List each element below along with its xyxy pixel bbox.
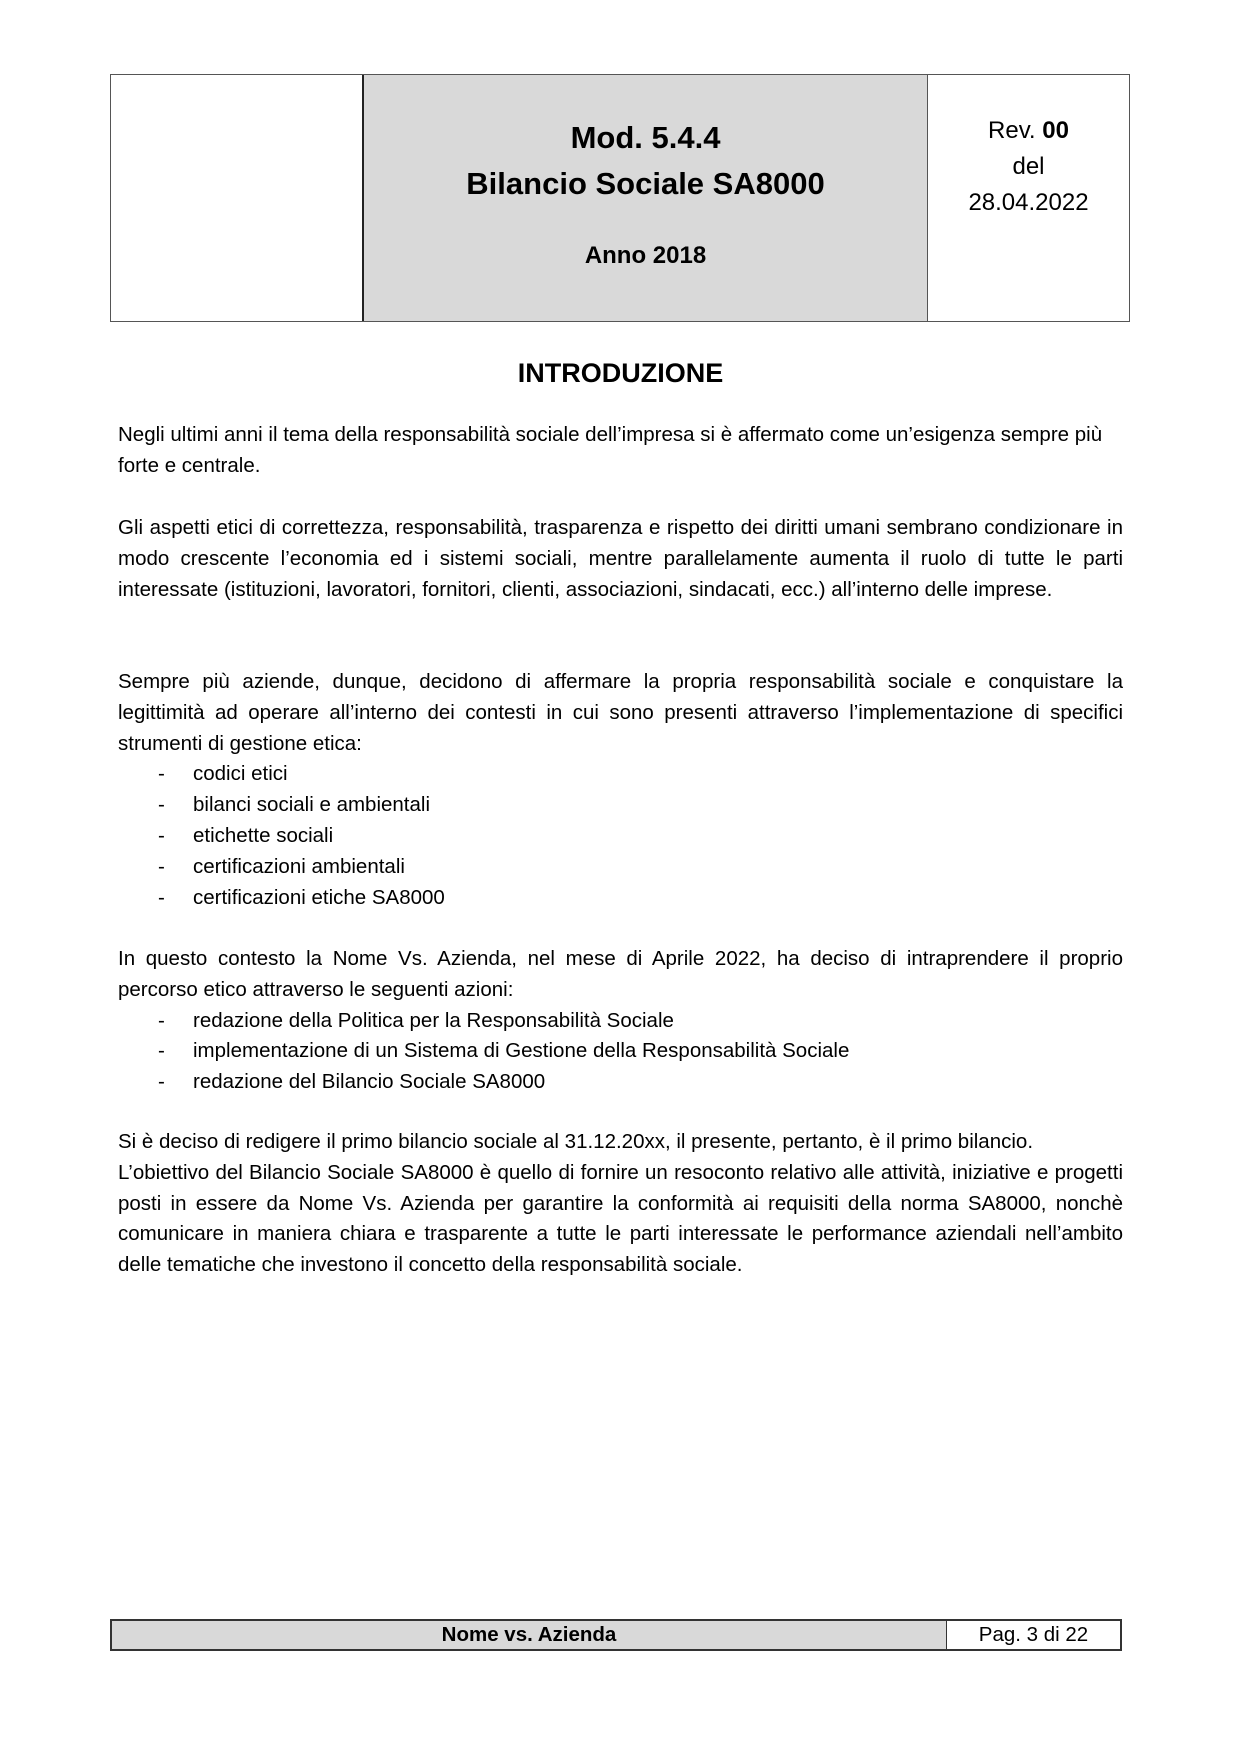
revision-prefix: Rev. [988,117,1043,144]
paragraph-4: In questo contesto la Nome Vs. Azienda, nel mese di Aprile 2022, ha deciso di intraprendere il proprio percorso etico attraverso le seguenti azioni: [118,947,1123,1001]
paragraph-5-block [118,1127,1123,1281]
page-number: Pag. 3 di 22 [947,1621,1120,1649]
list-item [118,759,1123,790]
tools-list [118,759,1123,913]
logo-cell [111,75,364,321]
list-item-text: certificazioni etiche SA8000 [193,885,445,909]
list-item [118,1036,1123,1067]
list-item-text: etichette sociali [193,823,334,847]
revision-line [928,113,1129,149]
dash-bullet-icon: - [158,762,165,786]
list-item [118,852,1123,883]
list-item-text: codici etici [193,762,288,786]
list-item [118,1067,1123,1098]
revision-del: del [1012,153,1045,180]
document-title: Bilancio Sociale SA8000 [466,166,825,201]
section-title: INTRODUZIONE [517,358,724,388]
revision-date: 28.04.2022 [968,189,1089,216]
list-item [118,821,1123,852]
footer-company-name: Nome vs. Azienda [112,1621,947,1649]
document-header [110,74,1130,322]
list-item [118,1006,1123,1037]
year-label: Anno 2018 [584,242,707,269]
dash-bullet-icon: - [158,1008,165,1032]
paragraph-3: Sempre più aziende, dunque, decidono di affermare la propria responsabilità sociale e conquistare la legittimità ad operare all’interno dei contesti in cui sono presenti attraverso l’implementazione di specifici strumenti di gestione etica: [118,670,1123,755]
dash-bullet-icon: - [158,854,165,878]
revision-cell [928,75,1129,321]
dash-bullet-icon: - [158,1070,165,1094]
list-item [118,883,1123,914]
paragraph-5: Si è deciso di redigere il primo bilancio sociale al 31.12.20xx, il presente, pertanto, è il primo bilancio. [118,1130,1034,1153]
list-item-text: bilanci sociali e ambientali [193,793,431,817]
revision-number: 00 [1042,117,1069,144]
paragraph-6: L’obiettivo del Bilancio Sociale SA8000 è quello di fornire un resoconto relativo alle attività, iniziative e progetti posti in essere da Nome Vs. Azienda per garantire la conformità ai requisiti della norma SA8000, nonchè comunicare in maniera chiara e trasparente a tutte le parti interessate le performance aziendali nell’ambito delle tematiche che investono il concetto della responsabilità sociale. [118,1160,1123,1277]
title-cell [364,75,928,321]
list-item-text: redazione della Politica per la Responsabilità Sociale [193,1008,674,1032]
paragraph-2: Gli aspetti etici di correttezza, responsabilità, trasparenza e rispetto dei diritti umani sembrano condizionare in modo crescente l’economia ed i sistemi sociali, mentre parallelamente aumenta il ruolo di tutte le parti interessate (istituzioni, lavoratori, fornitori, clienti, associazioni, sindacati, ecc.) all’interno delle imprese. [118,516,1123,601]
list-item-text: certificazioni ambientali [193,854,405,878]
dash-bullet-icon: - [158,885,165,909]
list-item-text: implementazione di un Sistema di Gestione della Responsabilità Sociale [193,1039,850,1063]
dash-bullet-icon: - [158,793,165,817]
dash-bullet-icon: - [158,1039,165,1063]
paragraph-4-block [118,944,1123,1098]
list-item [118,790,1123,821]
paragraph-1-block [118,420,1123,482]
model-code: Mod. 5.4.4 [570,120,721,155]
paragraph-2-block [118,513,1123,605]
actions-list [118,1006,1123,1098]
list-item-text: redazione del Bilancio Sociale SA8000 [193,1070,546,1094]
paragraph-3-block [118,667,1123,913]
document-footer [110,1619,1122,1651]
dash-bullet-icon: - [158,823,165,847]
paragraph-1: Negli ultimi anni il tema della responsabilità sociale dell’impresa si è affermato come un’esigenza sempre più forte e centrale. [118,423,1103,477]
